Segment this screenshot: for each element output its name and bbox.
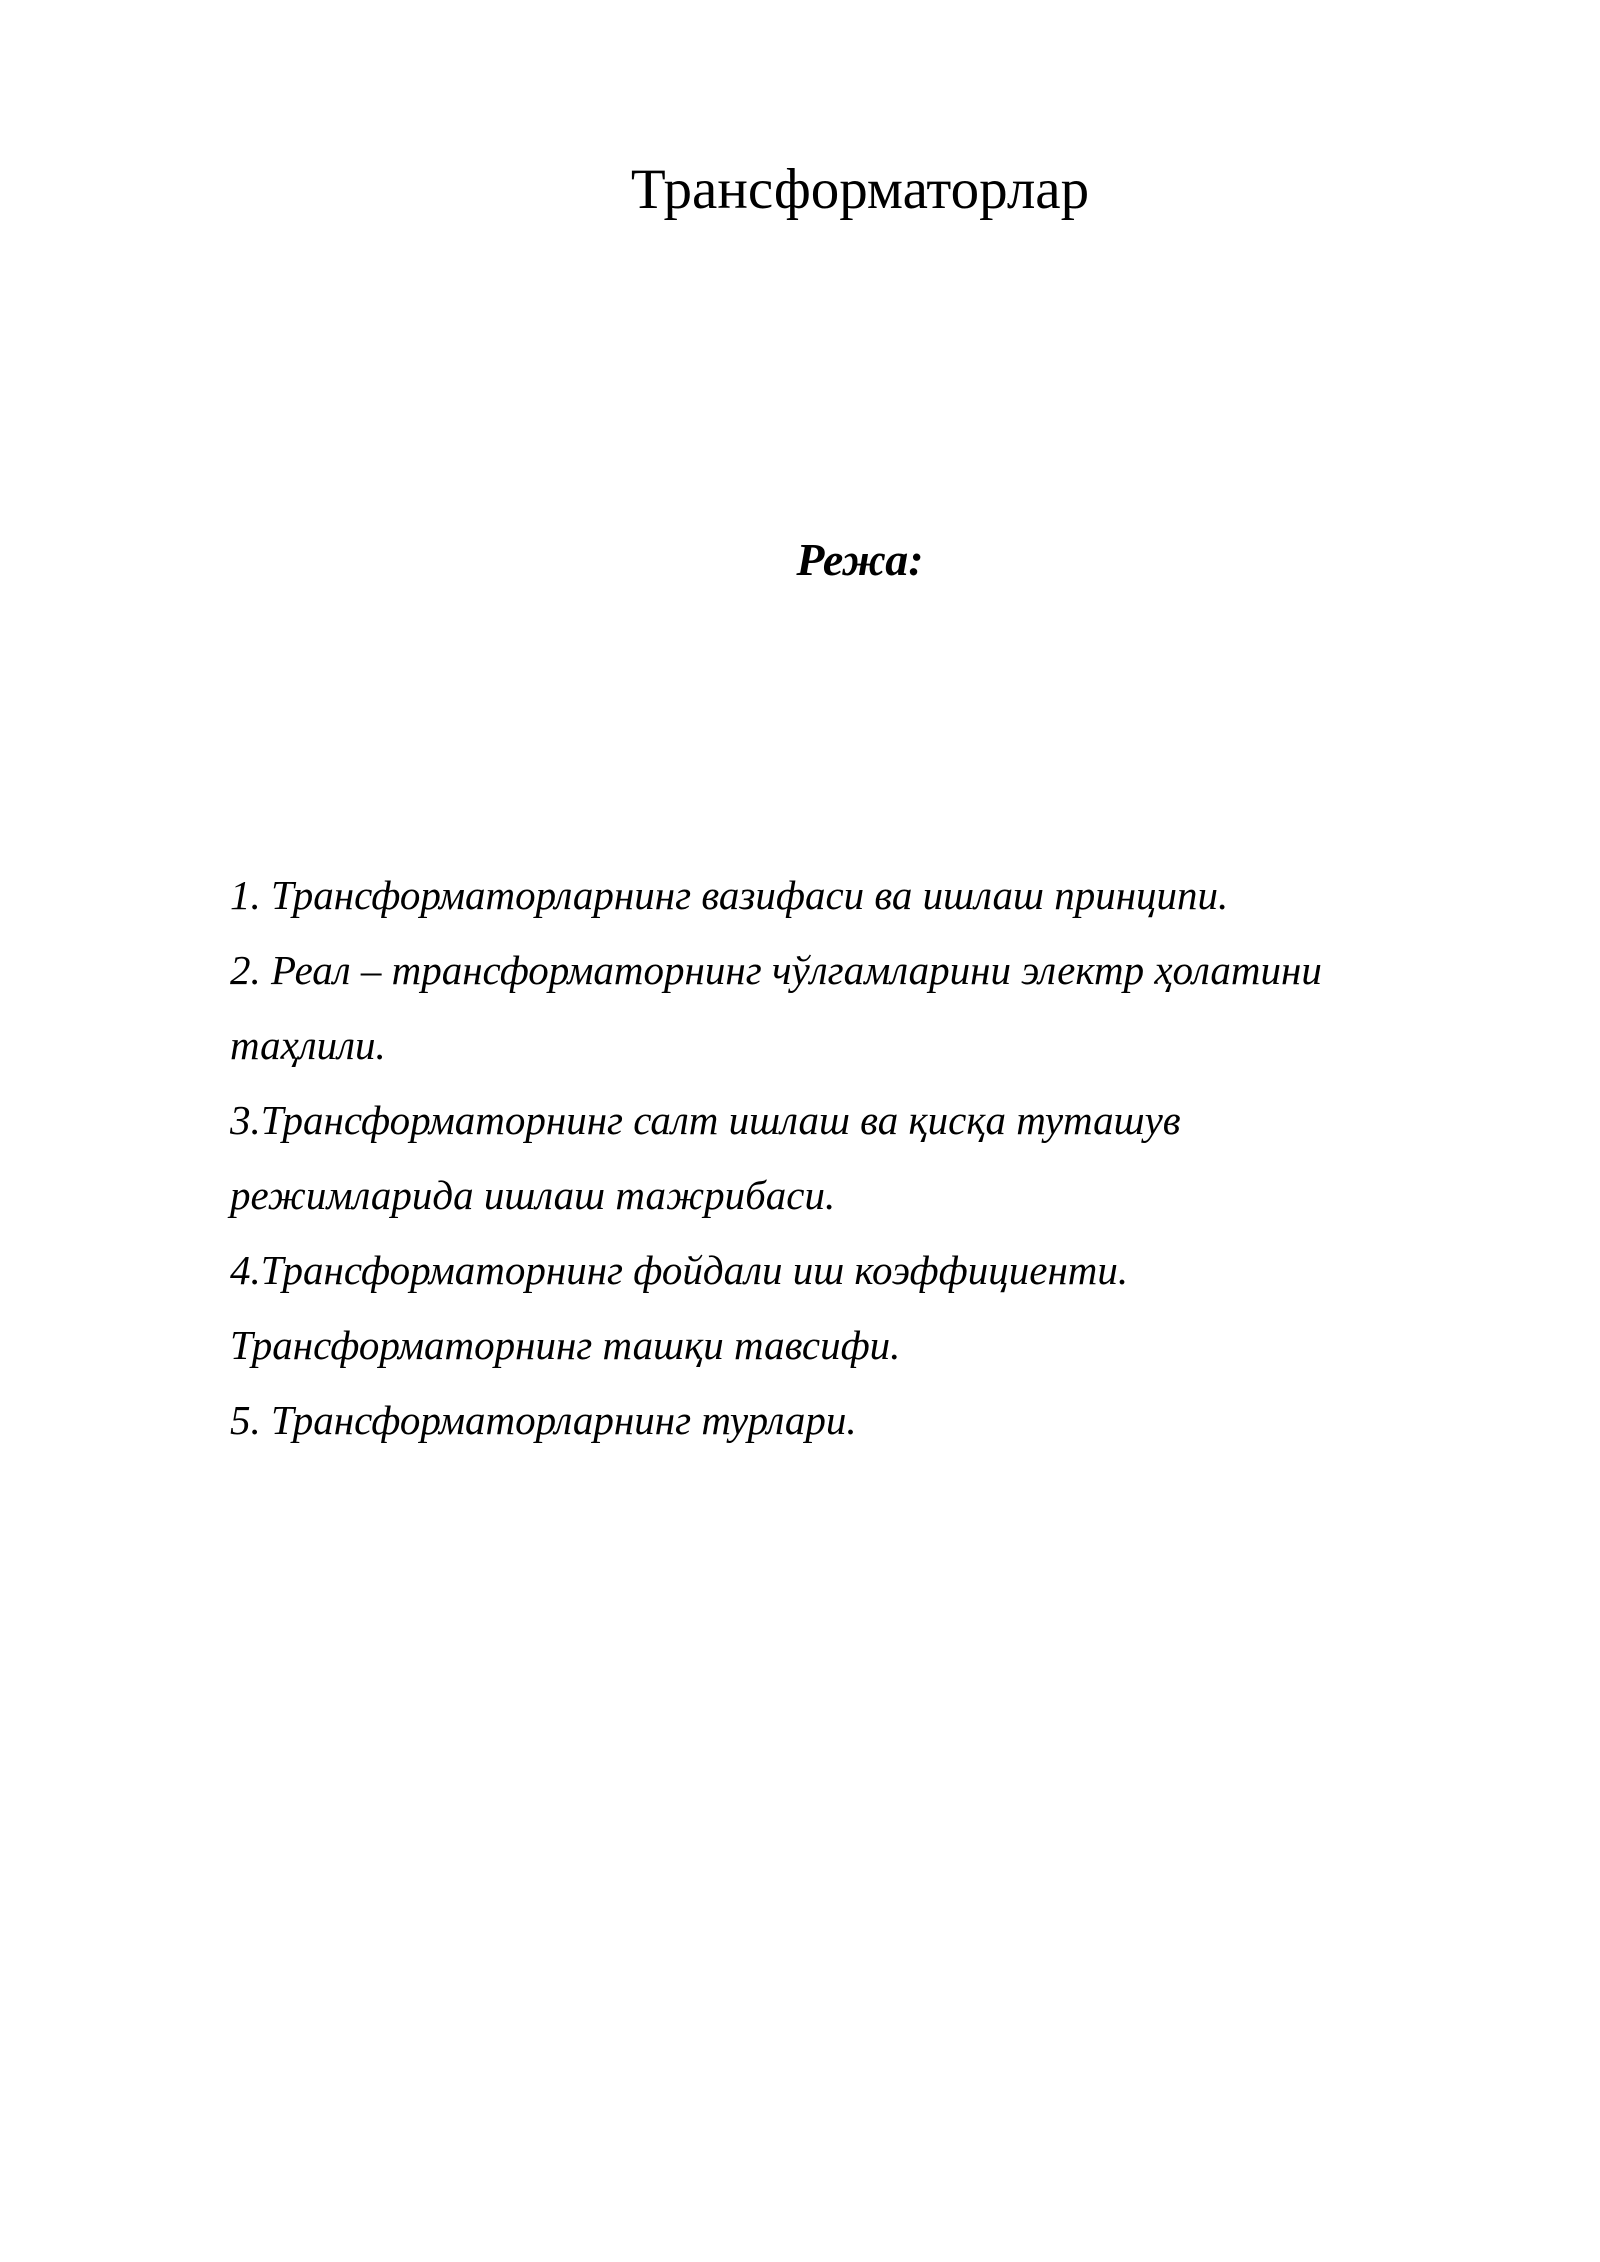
plan-line: 3.Трансформаторнинг салт ишлаш ва қисқа туташув [230,1097,1181,1143]
plan-heading: Режа: [796,534,924,585]
plan-line: 4.Трансформаторнинг фойдали иш коэффициенти. [230,1247,1129,1293]
document-title: Трансформаторлар [630,158,1090,221]
plan-list [230,858,1430,1458]
plan-line: режимларида ишлаш тажрибаси. [230,1172,836,1218]
plan-line: таҳлили. [230,1022,386,1068]
plan-line: Трансформаторнинг ташқи тавсифи. [230,1322,901,1368]
plan-line: 1. Трансформаторларнинг вазифаси ва ишлаш принципи. [230,872,1229,918]
plan-line: 5. Трансформаторларнинг турлари. [230,1397,857,1443]
plan-line: 2. Реал – трансформаторнинг чўлгамларини электр ҳолатини [230,947,1322,993]
